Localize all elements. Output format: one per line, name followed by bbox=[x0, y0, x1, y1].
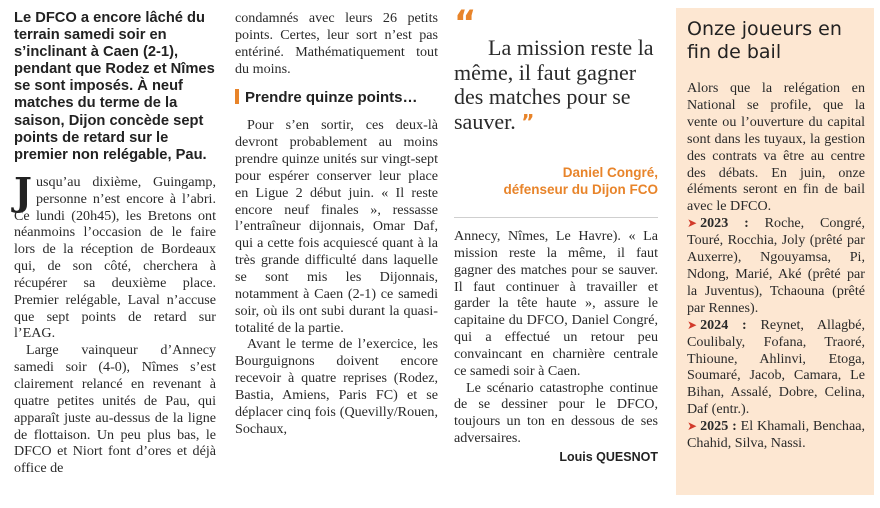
quote-text: La mission reste la même, il faut gagner des matches pour se sauver. bbox=[454, 35, 654, 134]
year-label: 2023 : bbox=[700, 215, 749, 232]
article-lead: Le DFCO a encore lâché du terrain samedi soir en s’inclinant à Caen (2-1), pendant que Rodez et Nîmes se sont imposés. À neuf matches du terme de la saison, Dijon concède sept points de retard sur le premier non relégable, Pau. bbox=[14, 10, 215, 163]
subheading bbox=[235, 89, 438, 107]
article-body-col1 bbox=[14, 168, 216, 477]
paragraph: condamnés avec leurs 26 petits points. Certes, leur sort n’est pas entériné. Mathématiquement tout du moins. bbox=[235, 10, 438, 77]
year-label: 2024 : bbox=[700, 316, 747, 333]
sidebar-year-entry bbox=[687, 418, 865, 452]
article-column-2 bbox=[235, 0, 438, 437]
paragraph bbox=[14, 168, 216, 342]
paragraph: Pour s’en sortir, ces deux-là devront probablement au moins prendre quinze unités sur vingt-sept pour espérer conserver leur place en Ligue 2 début juin. « Il reste encore neuf finales », ressasse l’entraîneur dijonnais, Omar Daf, qui a cette fois acquiescé quant à la très grande difficulté dans laquelle se sont mis les Dijonnais, notamment à Caen (2-1) ce samedi soir, où ils ont subi durant la quasi-totalité de la partie. bbox=[235, 117, 438, 336]
sidebar-body bbox=[687, 80, 865, 452]
sidebar-box bbox=[676, 8, 874, 495]
quote-author-role: défenseur du Dijon FCO bbox=[503, 182, 658, 197]
divider bbox=[454, 217, 658, 218]
paragraph: Annecy, Nîmes, Le Havre). « La mission reste la même, il faut gagner des matches pour se sauver. Il faut continuer à travailler et garder la tête haute », assure le capitaine du DFCO, Daniel Congré, qui a effectué un retour peu convaincant en charnière centrale ce samedi soir à Caen. bbox=[454, 228, 658, 379]
author-signature: Louis QUESNOT bbox=[559, 449, 658, 464]
subheading-text: Prendre quinze points… bbox=[245, 89, 418, 107]
article-column-1 bbox=[14, 0, 216, 477]
paragraph: Avant le terme de l’exercice, les Bourguignons doivent encore recevoir à quatre reprises (Rodez, Bastia, Amiens, Paris FC) et se déplacer cinq fois (Quevilly/Rouen, Sochaux, bbox=[235, 336, 438, 437]
paragraph: Le scénario catastrophe continue de se dessiner pour le DFCO, toujours un ton en dessous de ses adversaires. bbox=[454, 379, 658, 447]
sidebar-year-entry bbox=[687, 317, 865, 418]
player-list: El Khamali, Benchaa, Chahid, Silva, Nassi. bbox=[687, 418, 866, 452]
close-quote-icon: ” bbox=[521, 109, 535, 134]
article-column-3 bbox=[454, 0, 658, 465]
article-body-col3 bbox=[454, 228, 658, 447]
paragraph-text: usqu’au dixième, Guingamp, personne n’est encore à l’abri. Ce lundi (20h45), les Bretons ont néanmoins l’occasion de le faire lors de la réception de Bordeaux qui, de son côté, cherchera à récupérer sa deuxième place. Premier relégable, Laval n’accuse que sept points de retard sur l’EAG. bbox=[14, 173, 216, 342]
arrow-icon: ➤ bbox=[687, 419, 698, 434]
quote-text-block bbox=[454, 36, 654, 134]
arrow-icon: ➤ bbox=[687, 317, 698, 332]
player-list: Reynet, Allagbé, Coulibaly, Fofana, Traoré, Thioune, Ahlinvi, Etoga, Soumaré, Jacob, Camara, Le Bihan, Assalé, Dobre, Celina, Daf (entr.). bbox=[687, 316, 866, 418]
quote-author-name: Daniel Congré, bbox=[562, 165, 658, 180]
sidebar-title: Onze joueurs en fin de bail bbox=[687, 18, 842, 63]
pull-quote bbox=[454, 0, 658, 228]
sidebar-year-entry bbox=[687, 215, 865, 316]
drop-cap: J bbox=[14, 168, 32, 214]
sidebar-intro: Alors que la relégation en National se profile, que la vente ou l’ouverture du capital sont dans les tuyaux, la gestion des contrats va être au centre des débats. En juin, onze éléments seront en fin de bail avec le DFCO. bbox=[687, 80, 865, 215]
open-quote-icon: “ bbox=[454, 3, 477, 43]
year-label: 2025 : bbox=[700, 418, 737, 435]
arrow-icon: ➤ bbox=[687, 216, 698, 231]
quote-author bbox=[503, 164, 658, 198]
accent-bar bbox=[235, 89, 239, 104]
paragraph: Large vainqueur d’Annecy samedi soir (4-0), Nîmes s’est clairement relancé en revenant à quatre petites unités de Pau, qui apparaît juste au-dessus de la ligne de flottaison. Un peu plus bas, le DFCO et Niort font d’ores et déjà office de bbox=[14, 342, 216, 477]
player-list: Roche, Congré, Touré, Rocchia, Joly (prêté par Auxerre), Ngouyamsa, Pi, Ndong, Marié, Aké (prêté par la Juventus), Tchaouna (prêté par Rennes). bbox=[687, 215, 865, 316]
